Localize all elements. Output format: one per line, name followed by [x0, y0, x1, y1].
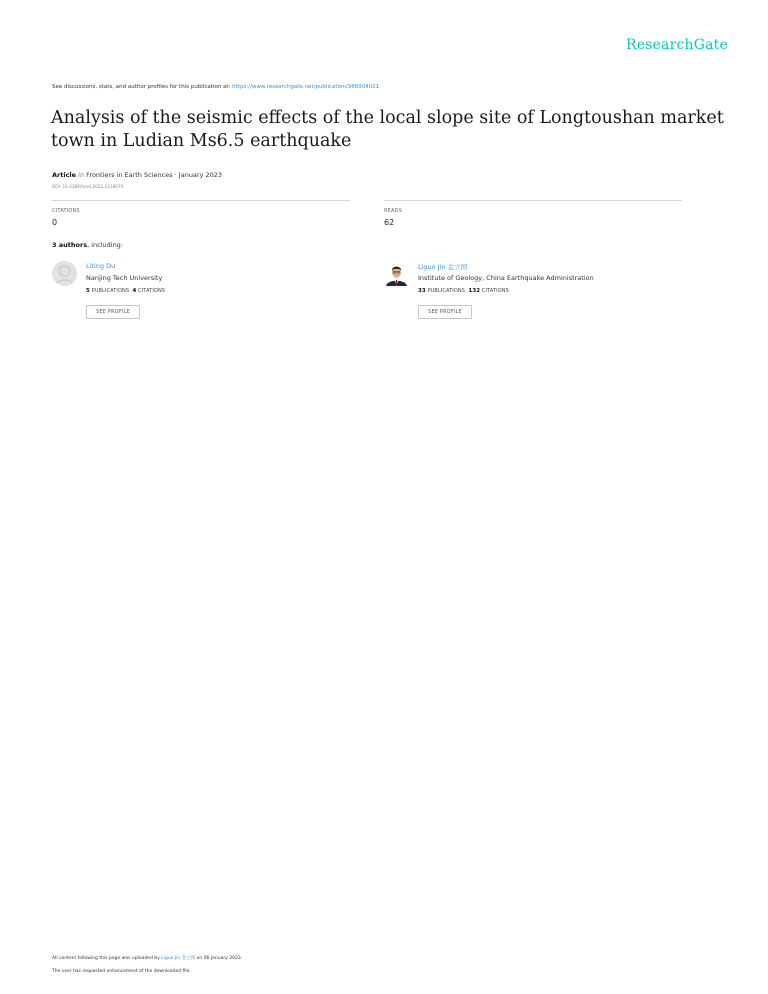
article-title: Analysis of the seismic effects of the local slope site of Longtoushan market town in Ludian Ms6.5 earthquake — [51, 108, 724, 151]
divider-left — [52, 200, 350, 201]
enhancement-note: The user has requested enhancement of the downloaded file. — [52, 969, 191, 974]
reads-label: READS — [384, 208, 403, 214]
publications-count: 5 — [86, 288, 90, 294]
authors-summary — [52, 241, 123, 249]
journal-line: Frontiers in Earth Sciences · January 2023 — [86, 171, 223, 179]
author-name[interactable]: Liting Du — [86, 262, 116, 270]
default-avatar-icon[interactable] — [52, 261, 77, 286]
author-photo[interactable] — [384, 261, 409, 286]
in-label: in — [78, 171, 85, 179]
author-stats — [418, 288, 509, 294]
citations-label: CITATIONS — [138, 288, 166, 294]
see-profile-button[interactable]: SEE PROFILE — [86, 305, 140, 319]
discussions-line — [52, 84, 379, 90]
article-meta — [52, 171, 222, 179]
doi: DOI: 10.3389/feart.2022.1118079 — [52, 184, 124, 189]
publications-label: PUBLICATIONS — [91, 288, 130, 294]
upload-suffix: on 06 January 2023. — [196, 956, 243, 961]
upload-note — [52, 955, 242, 961]
publications-label: PUBLICATIONS — [427, 288, 466, 294]
citations-value: 0 — [52, 218, 58, 227]
authors-suffix: , including: — [87, 241, 124, 249]
divider-right — [384, 200, 682, 201]
article-type: Article — [52, 171, 77, 179]
discussions-text: See discussions, stats, and author profiles for this publication at: — [52, 84, 231, 90]
author-stats — [86, 288, 165, 294]
author-name[interactable]: Liguo Jin 金立国 — [418, 263, 468, 271]
citations-count: 4 — [132, 288, 137, 294]
publications-count: 33 — [418, 288, 426, 294]
researchgate-logo[interactable]: ResearchGate — [625, 37, 728, 53]
citations-label: CITATIONS — [52, 208, 80, 214]
citations-label: CITATIONS — [481, 288, 509, 294]
citations-count: 132 — [468, 288, 481, 294]
publication-link[interactable]: https://www.researchgate.net/publication/366904021 — [232, 84, 380, 90]
uploader-link[interactable]: Liguo Jin 金立国 — [161, 956, 196, 961]
authors-count: 3 authors — [52, 241, 88, 249]
upload-prefix: All content following this page was uploaded by — [52, 956, 160, 961]
author-institution: Institute of Geology, China Earthquake Administration — [418, 274, 594, 282]
author-institution: Nanjing Tech University — [86, 274, 163, 282]
reads-value: 62 — [384, 218, 395, 227]
see-profile-button[interactable]: SEE PROFILE — [418, 305, 472, 319]
